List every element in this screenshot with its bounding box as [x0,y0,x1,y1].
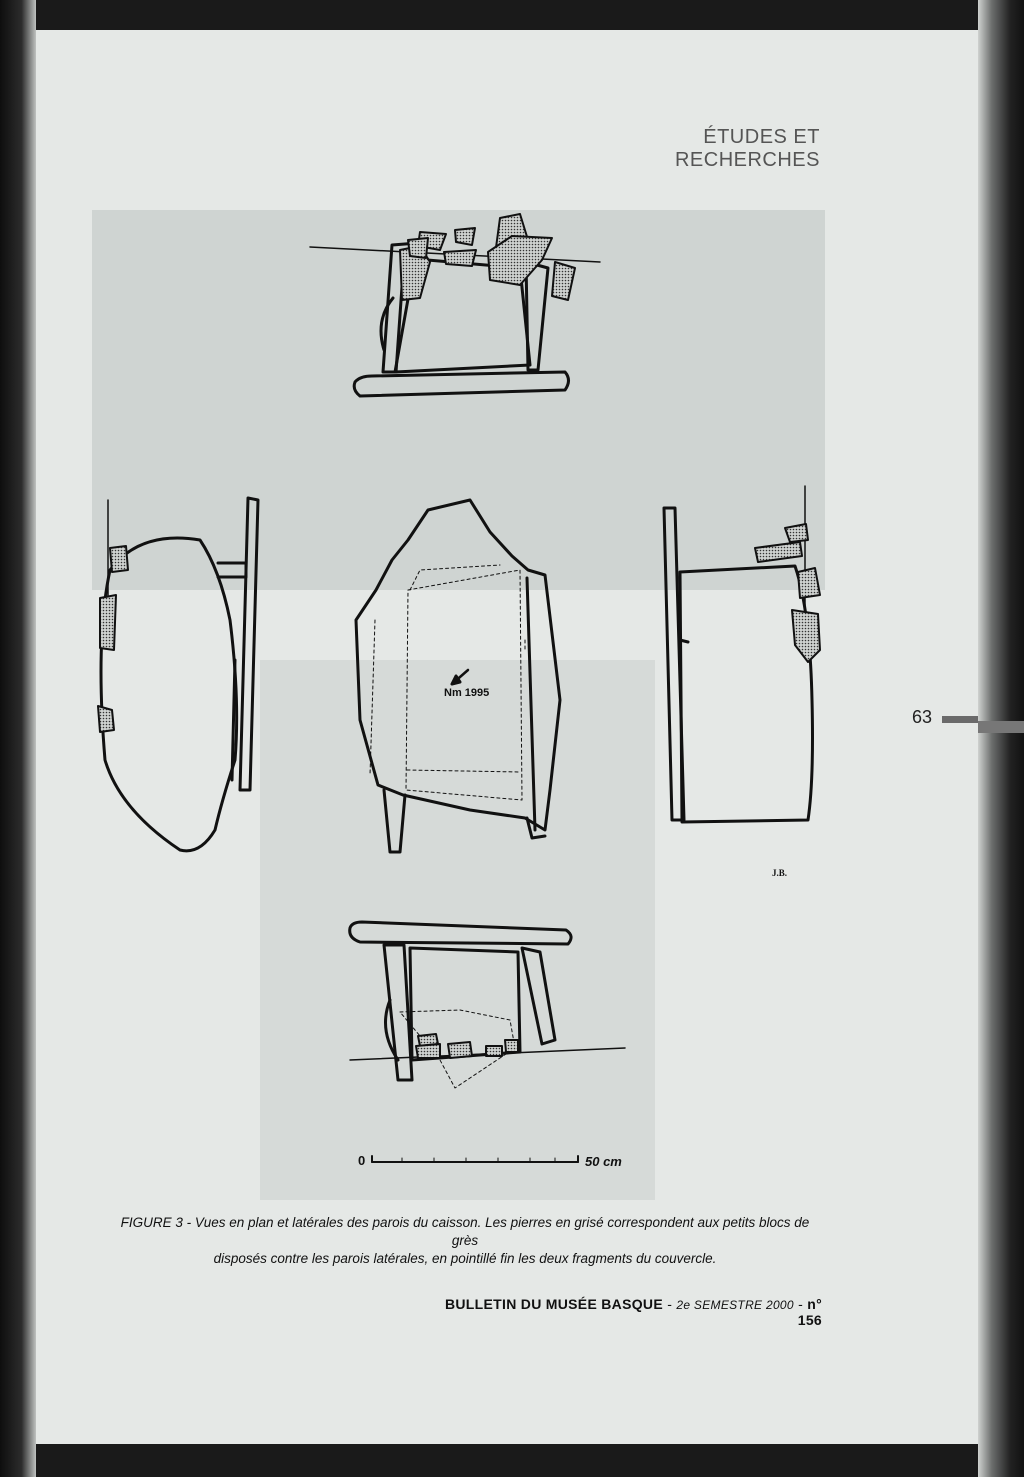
issue-number: n° 156 [797,1296,822,1328]
left-side-view [98,498,258,851]
caption-line-2: disposés contre les parois latérales, en pointillé fin les deux fragments du couvercle. [213,1251,717,1266]
scale-zero: 0 [358,1153,366,1168]
figure-caption [110,1214,820,1268]
page-tab-edge [978,721,1024,733]
top-view [310,214,600,396]
page-tab-marker [942,716,978,723]
scale-bar [372,1156,578,1162]
section-title: ÉTUDES ET RECHERCHES [674,126,820,171]
page-number: 63 [912,707,933,727]
journal-title: BULLETIN DU MUSÉE BASQUE [444,1296,663,1312]
scale-label: 50 cm [585,1154,622,1169]
bottom-view [350,922,625,1088]
right-side-view [664,486,820,822]
author-initials: J.B. [772,868,788,878]
footer-separator: - [667,1296,677,1312]
footer [420,1296,822,1328]
plan-view [356,500,560,852]
footer-separator-2: - [798,1296,808,1312]
north-label: Nm 1995 [444,687,490,699]
caption-line-1: FIGURE 3 - Vues en plan et latérales des parois du caisson. Les pierres en grisé correspondent aux petits blocs de grès [120,1215,810,1248]
issue-semester: 2e SEMESTRE 2000 [676,1298,794,1312]
